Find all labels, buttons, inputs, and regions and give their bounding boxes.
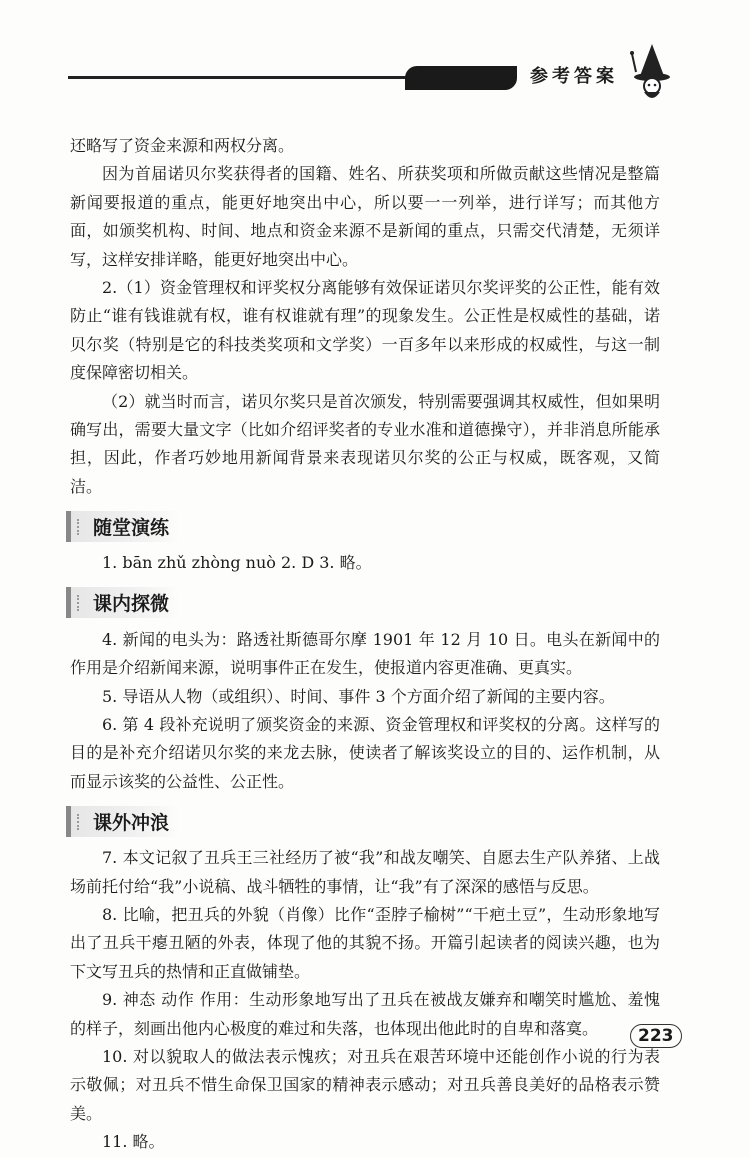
section-title: 课外冲浪 bbox=[66, 806, 179, 837]
section-title: 课内探微 bbox=[66, 587, 179, 618]
answer-line: 6. 第 4 段补充说明了颁奖资金的来源、资金管理权和评奖权的分离。这样写的目的是补充介绍诺贝尔奖的来龙去脉，使读者了解该奖设立的目的、运作机制，从而显示该奖的公益性、公正性。 bbox=[70, 714, 660, 791]
page-content bbox=[70, 132, 660, 1157]
section-title: 随堂演练 bbox=[66, 511, 179, 542]
answer-line: 4. 新闻的电头为：路透社斯德哥尔摩 1901 年 12 月 10 日。电头在新闻中的作用是介绍新闻来源，说明事件正在发生，使报道内容更准确、更真实。 bbox=[70, 629, 660, 678]
paragraph-2: 因为首届诺贝尔奖获得者的国籍、姓名、所获奖项和所做贡献这些情况是整篇新闻要报道的重点，能更好地突出中心，所以要一一列举，进行详写；而其他方面，如颁奖机构、时间、地点和资金来源不是新闻的重点，只需交代清楚，无须详写，这样安排详略，能更好地突出中心。 bbox=[70, 164, 660, 269]
wizard-icon bbox=[630, 42, 674, 104]
page-header bbox=[0, 0, 750, 115]
answer-line: 8. 比喻，把丑兵的外貌（肖像）比作“歪脖子榆树”“干疤土豆”，生动形象地写出了丑兵干瘪丑陋的外表，体现了他的其貌不扬。开篇引起读者的阅读兴趣，也为下文写丑兵的热情和正直做铺垫。 bbox=[70, 904, 660, 981]
answer-line: 7. 本文记叙了丑兵王三社经历了被“我”和战友嘲笑、自愿去生产队养猪、上战场前托付给“我”小说稿、战斗牺牲的事情，让“我”有了深深的感悟与反思。 bbox=[70, 848, 660, 896]
paragraph-1: 还略写了资金来源和两权分离。 bbox=[70, 136, 295, 155]
answer-line: 1. bān zhǔ zhòng nuò 2. D 3. 略。 bbox=[102, 553, 372, 573]
header-bar bbox=[405, 66, 517, 90]
header-title: 参考答案 bbox=[530, 66, 618, 87]
answer-line: 11. 略。 bbox=[102, 1132, 165, 1152]
answer-line: 5. 导语从人物（或组织）、时间、事件 3 个方面介绍了新闻的主要内容。 bbox=[102, 686, 615, 706]
section-heading-explore bbox=[66, 586, 660, 620]
section-heading-extended bbox=[66, 804, 660, 838]
section-heading-practice bbox=[66, 509, 660, 543]
answer-line: 10. 对以貌取人的做法表示愧疚；对丑兵在艰苦环境中还能创作小说的行为表示敬佩；对丑兵不惜生命保卫国家的精神表示感动；对丑兵善良美好的品格表示赞美。 bbox=[70, 1046, 660, 1123]
answer-line: 9. 神态 动作 作用：生动形象地写出了丑兵在被战友嫌弃和嘲笑时尴尬、羞愧的样子，刻画出他内心极度的难过和失落，也体现出他此时的自卑和落寞。 bbox=[70, 990, 660, 1038]
page-number: 223 bbox=[630, 1024, 682, 1048]
paragraph-3: 2.（1）资金管理权和评奖权分离能够有效保证诺贝尔奖评奖的公正性，能有效防止“谁有钱谁就有权，谁有权谁就有理”的现象发生。公正性是权威性的基础，诺贝尔奖（特别是它的科技类奖项和文学奖）一百多年以来形成的权威性，与这一制度保障密切相关。 bbox=[70, 278, 660, 383]
paragraph-4: （2）就当时而言，诺贝尔奖只是首次颁发，特别需要强调其权威性，但如果明确写出，需要大量文字（比如介绍评奖者的专业水准和道德操守），并非消息所能承担，因此，作者巧妙地用新闻背景来表现诺贝尔奖的公正与权威，既客观，又简洁。 bbox=[70, 391, 660, 496]
